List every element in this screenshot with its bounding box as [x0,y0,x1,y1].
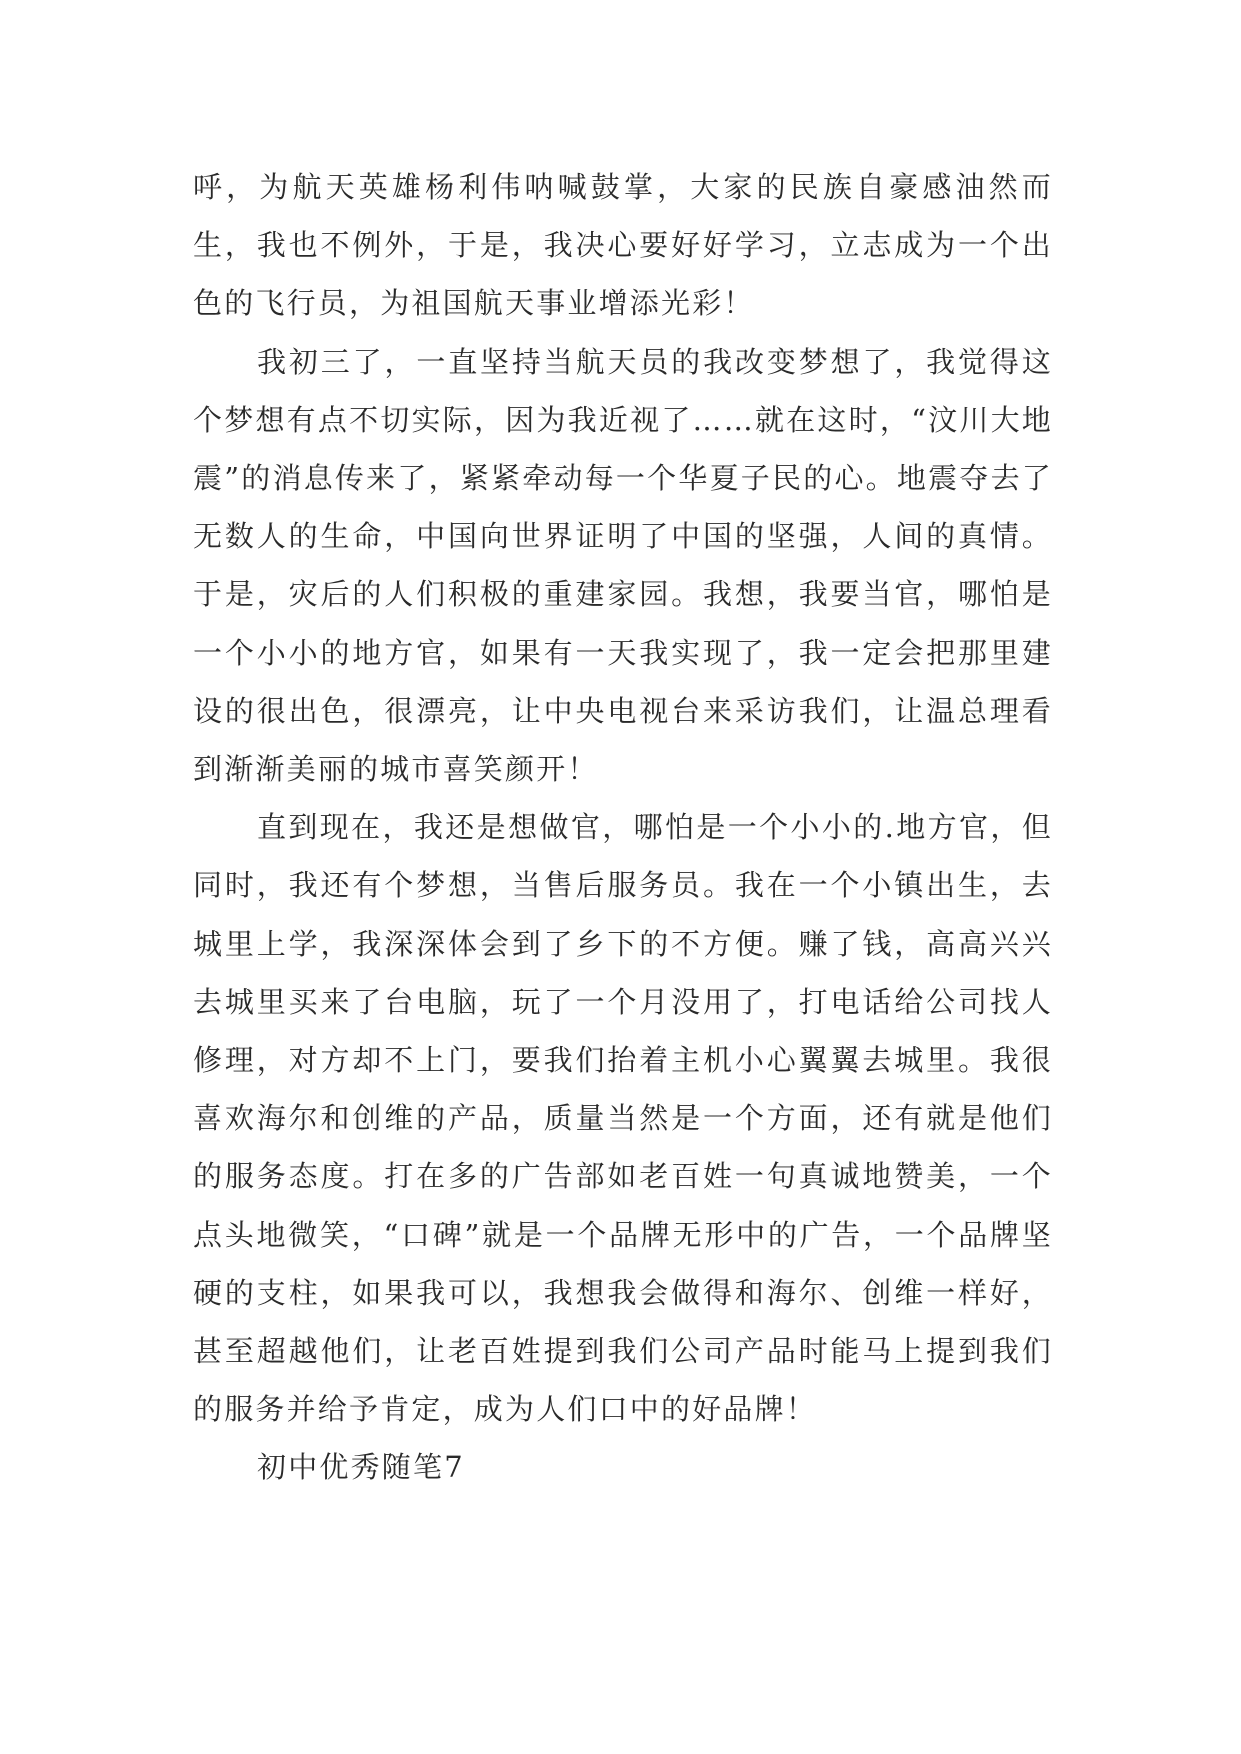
paragraph-continuation: 呼，为航天英雄杨利伟呐喊鼓掌，大家的民族自豪感油然而生，我也不例外，于是，我决心要好好学习，立志成为一个出色的飞行员，为祖国航天事业增添光彩！ [193,170,1053,321]
section-heading: 初中优秀随笔7 [257,1450,465,1485]
document-body [193,158,1053,1497]
paragraph-after-sales: 直到现在，我还是想做官，哪怕是一个小小的.地方官，但同时，我还有个梦想，当售后服务员。我在一个小镇出生，去城里上学，我深深体会到了乡下的不方便。赚了钱，高高兴兴去城里买来了台电脑，玩了一个月没用了，打电话给公司找人修理，对方却不上门，要我们抬着主机小心翼翼去城里。我很喜欢海尔和创维的产品，质量当然是一个方面，还有就是他们的服务态度。打在多的广告部如老百姓一句真诚地赞美，一个点头地微笑，“口碑”就是一个品牌无形中的广告，一个品牌坚硬的支柱，如果我可以，我想我会做得和海尔、创维一样好，甚至超越他们，让老百姓提到我们公司产品时能马上提到我们的服务并给予肯定，成为人们口中的好品牌！ [193,810,1053,1427]
paragraph-wenchuan: 我初三了，一直坚持当航天员的我改变梦想了，我觉得这个梦想有点不切实际，因为我近视了……就在这时，“汶川大地震”的消息传来了，紧紧牵动每一个华夏子民的心。地震夺去了无数人的生命，中国向世界证明了中国的坚强，人间的真情。于是，灾后的人们积极的重建家园。我想，我要当官，哪怕是一个小小的地方官，如果有一天我实现了，我一定会把那里建设的很出色，很漂亮，让中央电视台来采访我们，让温总理看到渐渐美丽的城市喜笑颜开！ [193,344,1053,787]
